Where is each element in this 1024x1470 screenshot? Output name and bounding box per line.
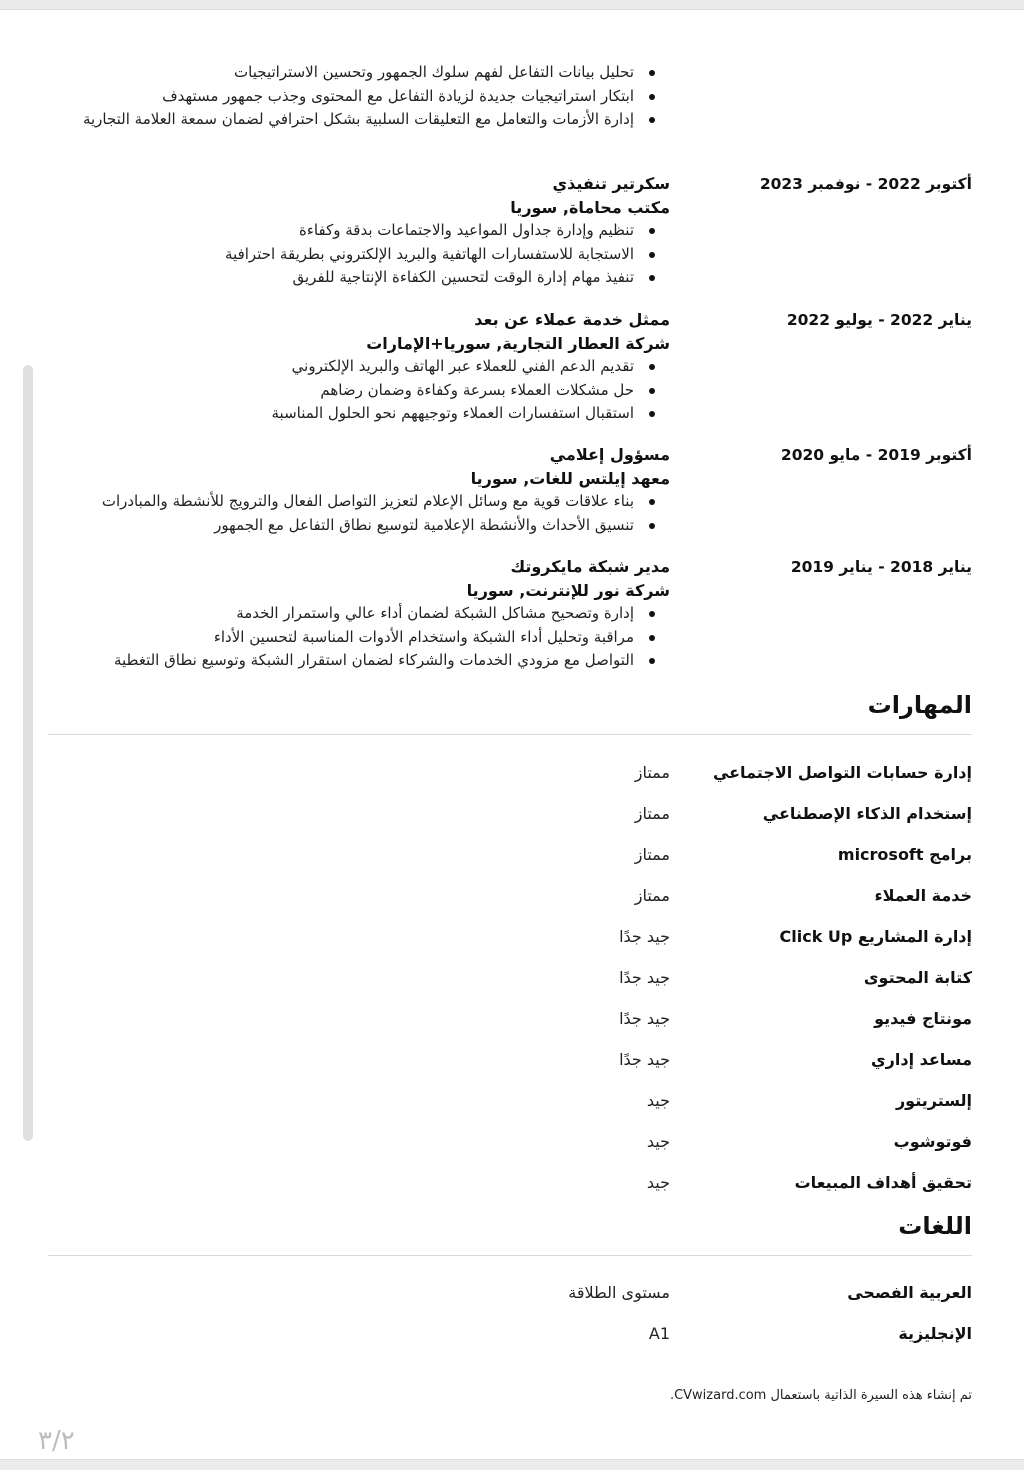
list-item: استقبال استفسارات العملاء وتوجيههم نحو الحلول المناسبة	[48, 402, 670, 426]
skill-level: ممتاز	[634, 845, 670, 864]
skill-name: خدمة العملاء	[874, 886, 972, 905]
skill-level: جيد	[646, 1091, 670, 1110]
bottom-edge	[0, 1459, 1024, 1470]
previous-job-bullets	[48, 61, 670, 132]
skill-level: ممتاز	[634, 886, 670, 905]
skill-level: ممتاز	[634, 804, 670, 823]
scrollbar[interactable]	[23, 365, 33, 1141]
job-title: مدير شبكة مايكروتك	[510, 557, 670, 576]
list-item: تحليل بيانات التفاعل لفهم سلوك الجمهور وتحسين الاستراتيجيات	[48, 61, 670, 85]
skill-name: مونتاج فيديو	[874, 1009, 972, 1028]
job-organization: شركة نور للإنترنت, سوريا	[466, 581, 670, 600]
skill-row	[48, 1089, 972, 1113]
skill-name: برامج microsoft	[837, 845, 972, 864]
job-organization: مكتب محاماة, سوريا	[510, 198, 670, 217]
skill-name: إستخدام الذكاء الإصطناعي	[762, 804, 972, 823]
skill-level: جيد	[646, 1132, 670, 1151]
skill-row	[48, 966, 972, 990]
job-organization: شركة العطار التجارية, سوريا+الإمارات	[366, 334, 670, 353]
language-row	[48, 1281, 972, 1305]
job-title: ممثل خدمة عملاء عن بعد	[474, 310, 670, 329]
list-item: الاستجابة للاستفسارات الهاتفية والبريد الإلكتروني بطريقة احترافية	[48, 243, 670, 267]
divider	[48, 734, 972, 735]
job-title: سكرتير تنفيذي	[552, 174, 670, 193]
job-date: أكتوبر 2019 - مايو 2020	[780, 446, 972, 464]
list-item: التواصل مع مزودي الخدمات والشركاء لضمان استقرار الشبكة وتوسيع نطاق التغطية	[48, 649, 670, 673]
skill-row	[48, 1048, 972, 1072]
skill-level: جيد جدًا	[619, 1050, 670, 1069]
language-name: العربية الفصحى	[847, 1283, 972, 1302]
list-item: إدارة الأزمات والتعامل مع التعليقات السلبية بشكل احترافي لضمان سمعة العلامة التجارية	[48, 108, 670, 132]
skill-row	[48, 1007, 972, 1031]
job-organization: معهد إيلتس للغات, سوريا	[470, 469, 670, 488]
skill-name: تحقيق أهداف المبيعات	[794, 1173, 972, 1192]
skill-name: إدارة المشاريع Click Up	[779, 927, 972, 946]
resume-page	[48, 0, 972, 1459]
skill-row	[48, 925, 972, 949]
skill-row	[48, 1171, 972, 1195]
divider	[48, 1255, 972, 1256]
language-level: A1	[648, 1324, 670, 1343]
list-item: مراقبة وتحليل أداء الشبكة واستخدام الأدوات المناسبة لتحسين الأداء	[48, 626, 670, 650]
list-item: إدارة وتصحيح مشاكل الشبكة لضمان أداء عالي واستمرار الخدمة	[48, 602, 670, 626]
language-row	[48, 1322, 972, 1346]
job-entry	[48, 443, 670, 537]
list-item: تنفيذ مهام إدارة الوقت لتحسين الكفاءة الإنتاجية للفريق	[48, 266, 670, 290]
list-item: تنسيق الأحداث والأنشطة الإعلامية لتوسيع نطاق التفاعل مع الجمهور	[48, 514, 670, 538]
skill-row	[48, 1130, 972, 1154]
list-item: ابتكار استراتيجيات جديدة لزيادة التفاعل مع المحتوى وجذب جمهور مستهدف	[48, 85, 670, 109]
skill-name: إلستريتور	[895, 1091, 972, 1110]
list-item: تقديم الدعم الفني للعملاء عبر الهاتف والبريد الإلكتروني	[48, 355, 670, 379]
page-number: ٣/٢	[38, 1426, 75, 1456]
skill-level: جيد جدًا	[619, 927, 670, 946]
skill-row	[48, 802, 972, 826]
job-title: مسؤول إعلامي	[549, 445, 670, 464]
skill-name: فوتوشوب	[893, 1132, 972, 1151]
job-date: أكتوبر 2022 - نوفمبر 2023	[759, 175, 972, 193]
skill-level: جيد	[646, 1173, 670, 1192]
job-entry	[48, 172, 670, 290]
list-item: حل مشكلات العملاء بسرعة وكفاءة وضمان رضاهم	[48, 379, 670, 403]
list-item: تنظيم وإدارة جداول المواعيد والاجتماعات بدقة وكفاءة	[48, 219, 670, 243]
skill-row	[48, 761, 972, 785]
job-entry	[48, 555, 670, 673]
language-level: مستوى الطلاقة	[568, 1283, 670, 1302]
skill-level: ممتاز	[634, 763, 670, 782]
job-entry	[48, 308, 670, 426]
skill-level: جيد جدًا	[619, 1009, 670, 1028]
skill-level: جيد جدًا	[619, 968, 670, 987]
skill-name: إدارة حسابات التواصل الاجتماعي	[712, 763, 972, 782]
footer-note: تم إنشاء هذه السيرة الذاتية باستعمال CVwizard.com.	[669, 1388, 972, 1403]
skill-row	[48, 884, 972, 908]
language-name: الإنجليزية	[898, 1324, 972, 1343]
skill-name: كتابة المحتوى	[863, 968, 972, 987]
list-item: بناء علاقات قوية مع وسائل الإعلام لتعزيز التواصل الفعال والترويج للأنشطة والمبادرات	[48, 490, 670, 514]
skill-row	[48, 843, 972, 867]
skills-heading: المهارات	[867, 691, 972, 719]
job-date: يناير 2022 - يوليو 2022	[786, 311, 972, 329]
skill-name: مساعد إداري	[871, 1050, 972, 1069]
job-date: يناير 2018 - يناير 2019	[790, 558, 972, 576]
languages-heading: اللغات	[898, 1212, 972, 1240]
